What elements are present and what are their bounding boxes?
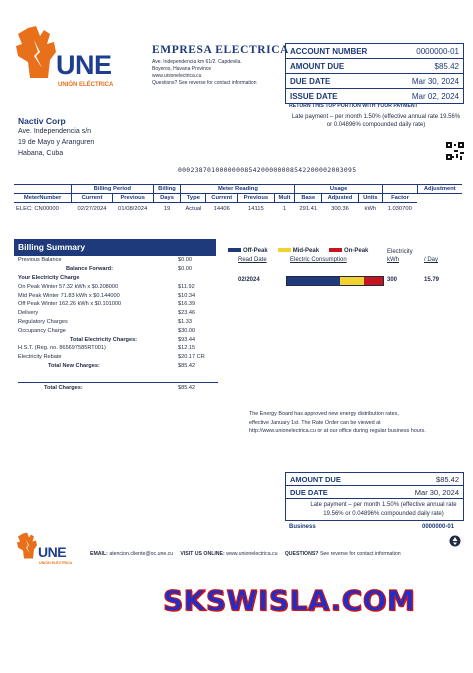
- group-adjustment: Adjustment: [417, 185, 462, 194]
- summary-label: H.S.T. (Reg. no. 865697585RT001): [18, 345, 106, 352]
- summary-line: [18, 326, 218, 335]
- bottom-due-date-row: [286, 486, 463, 499]
- col-header: Units: [358, 194, 382, 203]
- qr-code-icon: [446, 142, 464, 160]
- col-header: MeterNumber: [14, 194, 72, 203]
- due-value: $85.42: [436, 474, 459, 484]
- summary-label: Off Peak Winter 162.26 kWh x $0.101000: [18, 301, 122, 308]
- company-name: EMPRESA ELECTRICA: [152, 44, 290, 56]
- note-line: The Energy Board has approved new energy distribution rates,: [249, 411, 399, 417]
- total-charges-amount: $85.42: [178, 385, 196, 391]
- summary-label: Total New Charges:: [48, 362, 100, 369]
- summary-line: [18, 309, 218, 318]
- bar-segment-mid-peak: [340, 277, 364, 285]
- group-billing-period: Billing Period: [72, 185, 153, 194]
- summary-label: On Peak Winter 57.32 kWh x $0.208000: [18, 283, 119, 290]
- col-header: Current: [206, 194, 238, 203]
- col-header: Previous: [238, 194, 274, 203]
- billing-summary-header: Billing Summary: [14, 239, 216, 256]
- barcode-number: 0002387010000000854200000008542200002003095: [178, 166, 357, 174]
- account-row-label: ISSUE DATE: [290, 91, 338, 101]
- due-value: Mar 30, 2024: [414, 487, 459, 497]
- bottom-amount-due-row: [286, 473, 463, 486]
- summary-amount: $0.00: [178, 257, 192, 264]
- amount-due-row: [286, 59, 463, 74]
- legend-mid-peak: [278, 248, 319, 254]
- col-header: Days: [153, 194, 181, 203]
- summary-amount: $93.44: [178, 336, 196, 343]
- summary-line: [18, 274, 218, 283]
- cell-previous-reading: 14115: [248, 205, 264, 212]
- summary-amount: $10.34: [178, 292, 196, 299]
- col-header: Mult: [274, 194, 295, 203]
- fist-logo-icon: [14, 26, 58, 84]
- group-usage: Usage: [295, 185, 383, 194]
- consumption-bar: [286, 276, 384, 286]
- col-header: Adjusted: [322, 194, 359, 203]
- business-label: Business: [289, 524, 316, 530]
- legend-swatch: [329, 248, 342, 252]
- account-number-row: [286, 44, 463, 59]
- company-address-1: Ave. Independencia km 61/2. Capdevila.: [152, 59, 242, 65]
- account-row-value: 0000000-01: [416, 46, 459, 56]
- recycle-icon: [449, 535, 461, 547]
- summary-amount: $12.15: [178, 345, 196, 352]
- summary-label: Occupancy Charge: [18, 327, 66, 334]
- fist-logo-icon: [16, 532, 38, 562]
- return-portion-note: RETURN THIS TOP PORTION WITH YOUR PAYMENT: [289, 103, 418, 109]
- due-label: DUE DATE: [290, 487, 328, 497]
- footer-visit-link[interactable]: www.unionelectrica.cu: [226, 551, 278, 557]
- summary-label: Total Electricity Charges:: [70, 336, 138, 343]
- summary-label: Balance Forward:: [66, 266, 113, 273]
- legend-swatch: [228, 248, 241, 252]
- summary-line: [18, 282, 218, 291]
- summary-amount: $23.46: [178, 310, 196, 317]
- col-header: Current: [72, 194, 113, 203]
- note-line: effective January 1st. The Rate Order can be viewed at: [249, 419, 381, 426]
- summary-label: Delivery: [18, 310, 39, 317]
- summary-amount: $0.00: [178, 266, 192, 273]
- group-billing: Billing: [153, 185, 181, 194]
- bar-segment-on-peak: [364, 277, 383, 285]
- summary-label: Regulatory Charges: [18, 318, 68, 325]
- summary-line: [18, 265, 218, 274]
- legend-label: Off-Peak: [243, 248, 268, 254]
- account-row-label: AMOUNT DUE: [290, 61, 345, 71]
- summary-label: Electricity Rebate: [18, 354, 62, 361]
- col-header: Previous: [112, 194, 153, 203]
- summary-line: [18, 344, 218, 353]
- col-electric-consumption: Electric Consumption: [290, 257, 347, 263]
- footer-logo-subtitle: UNIÓN ELÉCTRICA: [39, 561, 73, 565]
- bar-segment-off-peak: [287, 277, 340, 285]
- footer-visit-label: VISIT US ONLINE:: [180, 551, 225, 557]
- col-read-date: Read Date: [238, 257, 267, 263]
- legend-swatch: [278, 248, 291, 252]
- customer-name: Nactiv Corp: [18, 116, 66, 126]
- total-charges-label: Total Charges:: [44, 385, 83, 391]
- summary-line: [18, 318, 218, 327]
- footer-logo-wordmark: UNE: [38, 544, 67, 560]
- col-header: Factor: [382, 194, 417, 203]
- due-label: AMOUNT DUE: [290, 474, 341, 484]
- table-row: [14, 203, 462, 215]
- account-row-value: Mar 30, 2024: [411, 76, 459, 86]
- summary-line: [18, 300, 218, 309]
- summary-line: [18, 256, 218, 265]
- company-address-2: Boyeros, Havana Province: [152, 66, 212, 72]
- summary-line: [18, 353, 218, 362]
- consumption-legend: [228, 248, 368, 254]
- issue-date-row: [286, 89, 463, 103]
- table-group-spacer: [14, 185, 72, 194]
- note-line: http://www.unionelectrica.cu or at our office during regular business hours.: [249, 428, 426, 435]
- footer-questions-label: QUESTIONS?: [284, 551, 319, 557]
- customer-address-1: Ave. Independencia s/n: [18, 128, 92, 135]
- cell-mult: 1: [282, 205, 287, 212]
- group-units-spacer: [382, 185, 417, 194]
- customer-address-3: Habana, Cuba: [18, 150, 64, 157]
- due-date-row: [286, 74, 463, 89]
- summary-line: [18, 291, 218, 300]
- col-header: Type: [181, 194, 206, 203]
- company-website: www.unionelectrica.cu: [152, 73, 202, 79]
- legend-label: Mid-Peak: [292, 248, 320, 254]
- bottom-due-box: [285, 472, 464, 521]
- business-account-number: 0000000-01: [422, 524, 455, 530]
- cell-factor: 1.030700: [387, 205, 412, 212]
- footer-questions-text: See reverse for contact information: [319, 551, 401, 557]
- company-questions: Questions? See reverse for contact information: [152, 80, 257, 86]
- summary-amount: $30.00: [178, 327, 196, 334]
- summary-label: Your Electricity Charge: [18, 274, 80, 281]
- cell-previous-date: 01/08/2024: [118, 205, 148, 212]
- consumption-per-day: 15.79: [424, 277, 440, 283]
- summary-label: Previous Balance: [18, 257, 62, 264]
- footer-email-link[interactable]: atencion.cliente@oc.une.cu: [109, 551, 174, 557]
- meter-reading-table: [14, 184, 462, 214]
- summary-amount: $11.92: [178, 283, 195, 290]
- legend-off-peak: [228, 248, 268, 254]
- energy-board-note: [249, 410, 426, 436]
- summary-line: [18, 335, 218, 344]
- late-payment-note: Late payment – per month 1.50% (effective annual rate 19.56% or 0.04896% compounded daily rate): [291, 114, 461, 128]
- account-summary-box: [285, 43, 464, 104]
- footer-email-label: EMAIL:: [90, 551, 108, 557]
- group-meter-reading: Meter Reading: [181, 185, 295, 194]
- summary-amount: $1.33: [178, 318, 192, 325]
- customer-address-2: 19 de Mayo y Aranguren: [18, 139, 95, 146]
- col-kwh: kWh: [387, 257, 399, 263]
- account-row-label: DUE DATE: [290, 76, 331, 86]
- cell-current-date: 02/27/2024: [77, 205, 107, 212]
- cell-meter-number: ELEC: CN00000: [16, 205, 59, 212]
- summary-amount: $85.42: [178, 362, 196, 369]
- cell-current-reading: 14406: [213, 205, 230, 212]
- cell-type: Actual: [185, 205, 202, 212]
- legend-on-peak: [329, 248, 368, 254]
- cell-units: kWh: [364, 205, 377, 212]
- bottom-late-note: Late payment – per month 1.50% (effective annual rate 19.56% or 0.04896% compounded daily rate): [310, 502, 457, 517]
- total-charges-line: [18, 382, 218, 391]
- company-logo: [14, 26, 124, 96]
- billing-summary-lines: [18, 256, 218, 370]
- account-row-label: ACCOUNT NUMBER: [290, 46, 368, 56]
- logo-wordmark: UNE: [56, 50, 112, 80]
- consumption-kwh: 300: [387, 277, 398, 283]
- col-electricity: Electricity: [387, 249, 413, 255]
- summary-label: Mid Peak Winter 71.83 kWh x $0.144000: [18, 292, 120, 299]
- footer-contact: [90, 551, 401, 557]
- summary-amount: $20.17 CR: [178, 354, 205, 361]
- col-header: Base: [295, 194, 322, 203]
- consumption-date: 02/2024: [238, 277, 260, 283]
- cell-base: 291.41: [299, 205, 318, 212]
- account-row-value: $85.42: [434, 61, 459, 71]
- legend-label: On-Peak: [344, 248, 369, 254]
- footer-logo: [16, 532, 76, 568]
- logo-subtitle: UNIÓN ELÉCTRICA: [58, 82, 114, 88]
- summary-amount: $16.39: [178, 301, 196, 308]
- col-per-day: / Day: [424, 257, 439, 263]
- cell-adjusted: 300.36: [331, 205, 349, 212]
- account-row-value: Mar 02, 2024: [411, 91, 459, 101]
- watermark-text: SKSWISLA.COM: [163, 584, 416, 617]
- summary-line: [18, 362, 218, 371]
- cell-days: 19: [163, 205, 171, 212]
